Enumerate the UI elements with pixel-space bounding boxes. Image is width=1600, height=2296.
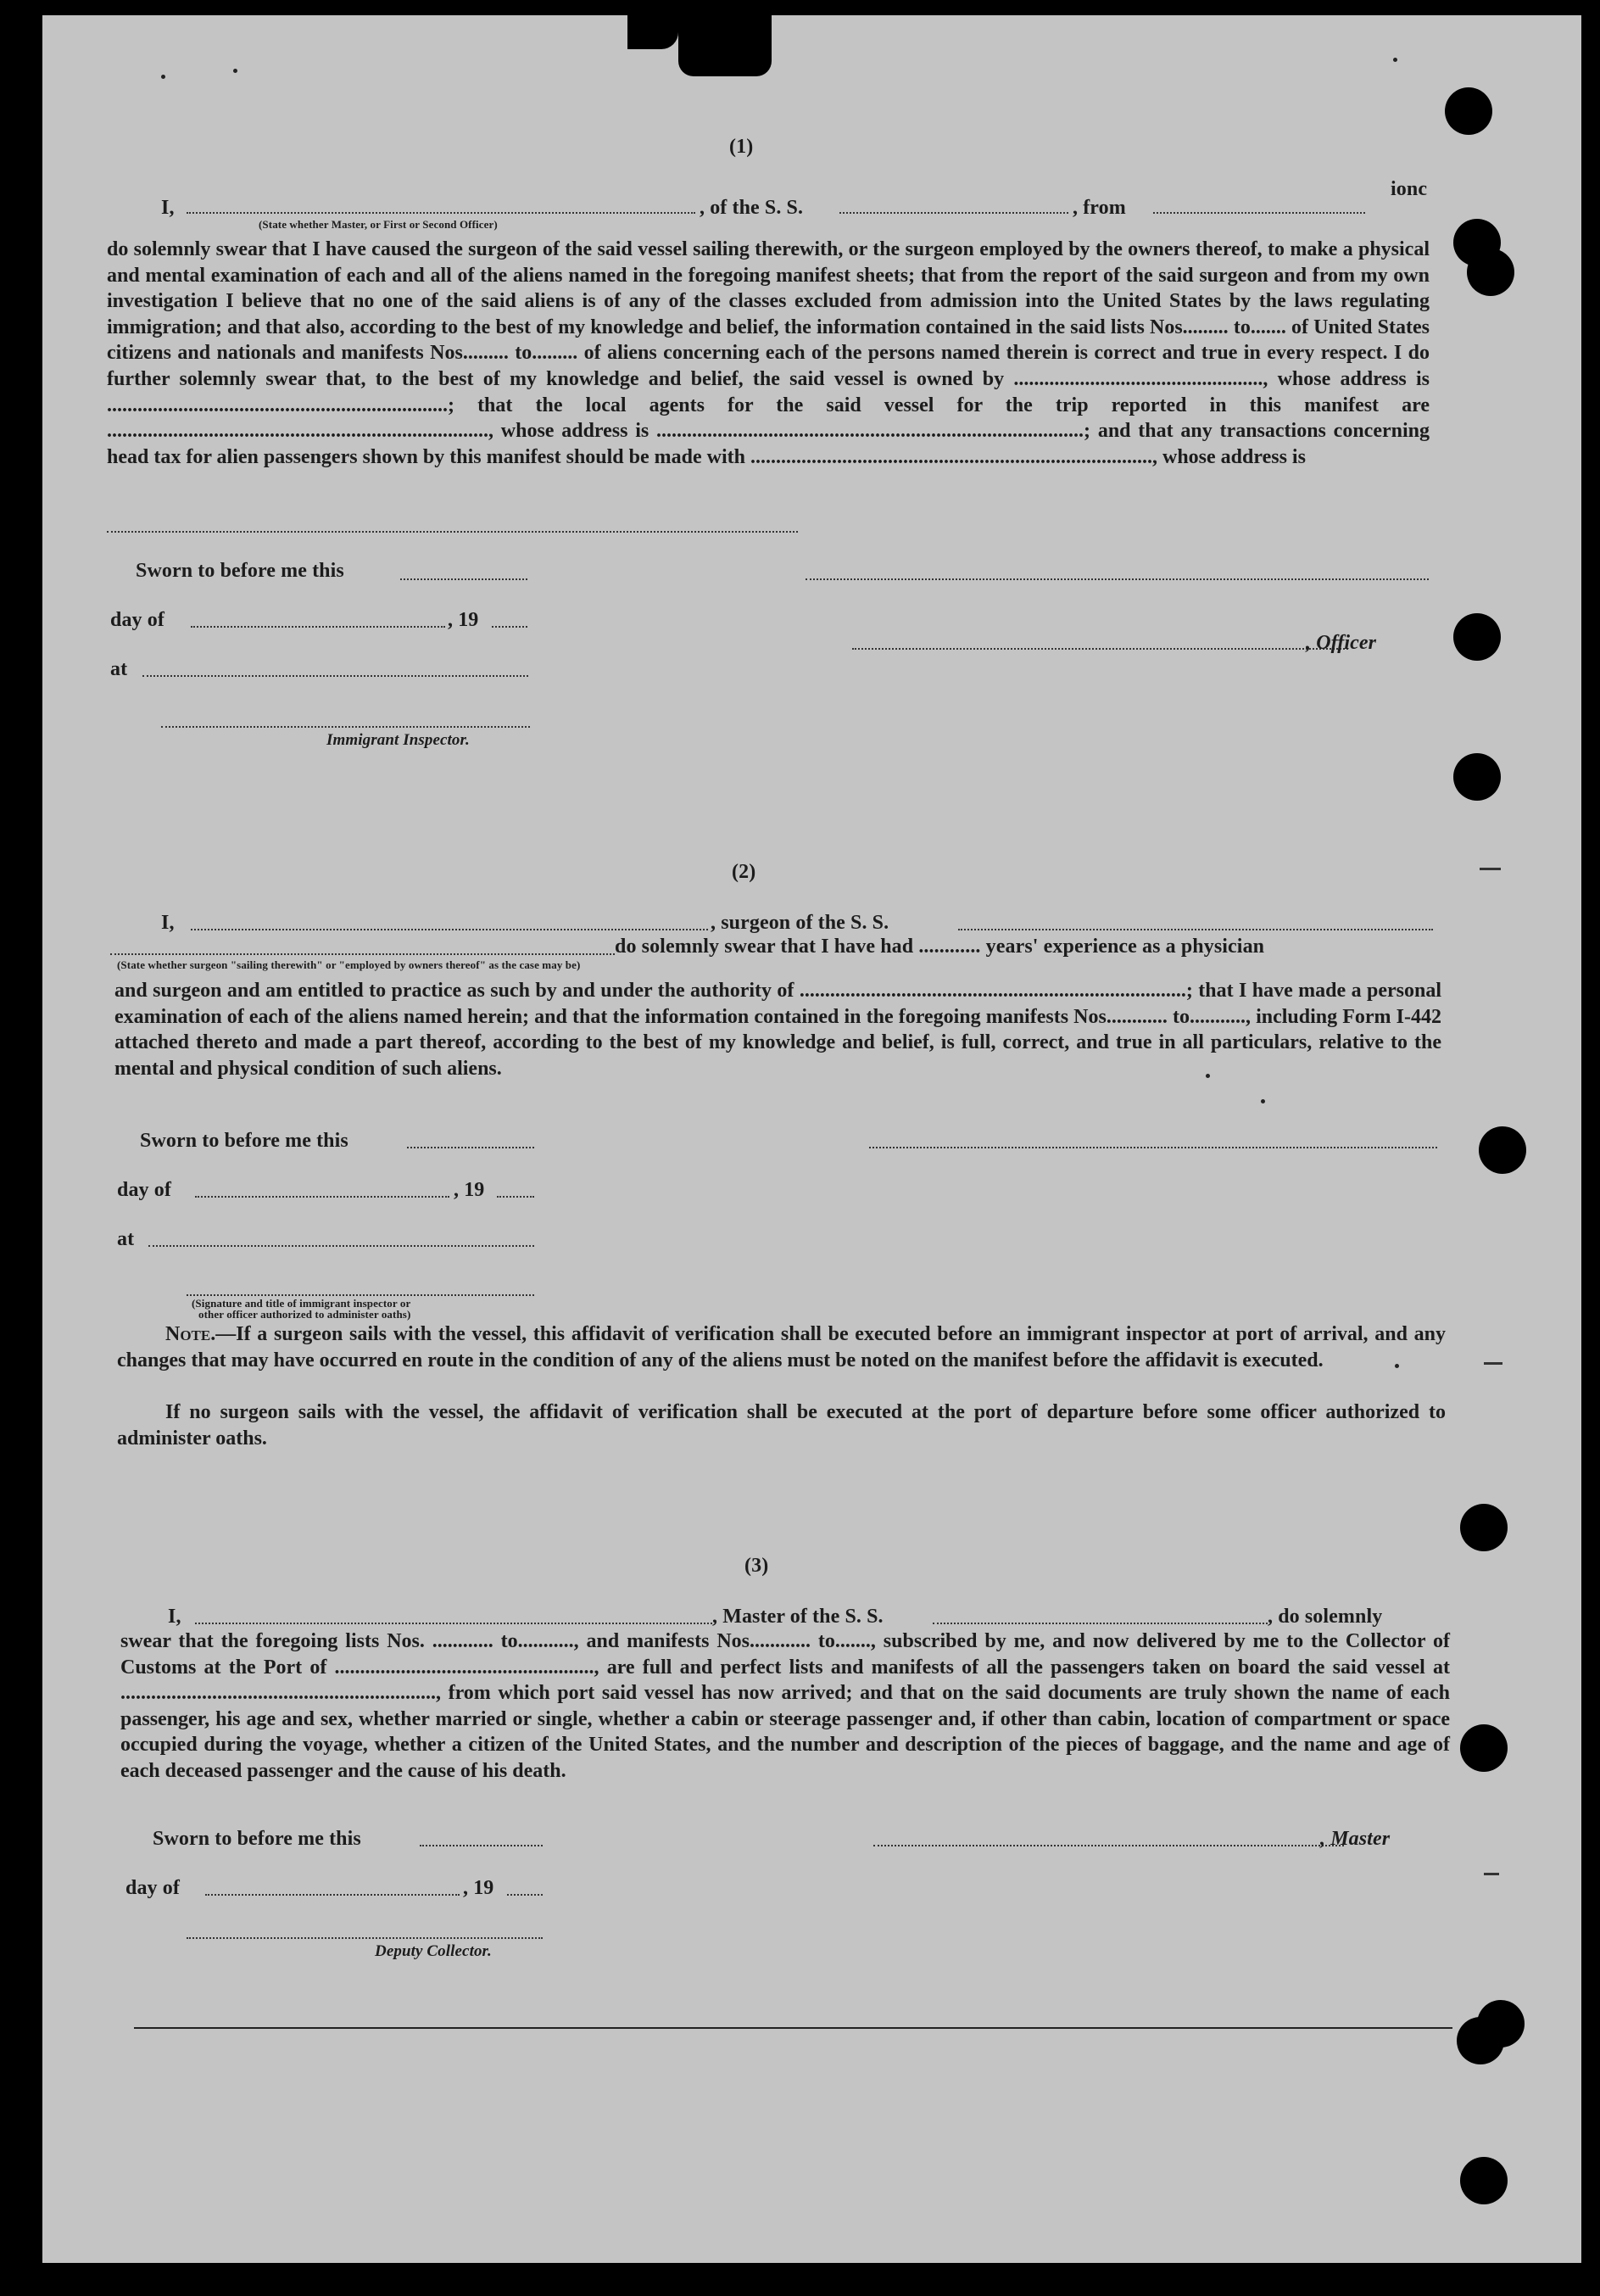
sec1-at: at [110,658,128,680]
punch-hole [1453,613,1501,661]
sec3-i: I, [168,1606,181,1628]
sec2-status-blank [110,953,615,955]
sec2-note-paragraph-2: If no surgeon sails with the vessel, the affidavit of verification shall be executed at the port of departure before some officer authorized to administer oaths. [117,1401,1446,1450]
sec1-name-blank [187,212,695,214]
sec1-officer-title-blank [852,648,1348,650]
sec1-sworn-blank [400,578,527,580]
sec1-body: do solemnly swear that I have caused the surgeon of the said vessel sailing therewith, or the surgeon employed by the owners thereof, to make a physical and mental examination of each and all of the aliens named in the foregoing manifest sheets; that from the report of the said surgeon and from my own investigation I believe that no one of the said aliens is of any of the classes excluded from admission into the United States by the laws regulating immigration; and that also, according to the best of my knowledge and belief, the information contained in the said lists Nos......... to....... of United States citizens and nationals and manifests Nos......... to......... of aliens concerning each of the persons named therein is correct and true in every respect. I do further solemnly swear that, to the best of my knowledge and belief, the said vessel is owned by ................................................., whose address is ...................................................................; that the local agents for the said vessel for the trip reported in this manifest are ..........................................................................., whose address is ....................................................................................; and that any transactions concerning head tax for alien passengers shown by this manifest should be made with ..............................................................................., whose address is [107,238,1430,468]
sec1-note: (State whether Master, or First or Second Officer) [259,218,498,231]
speck [1206,1074,1210,1078]
speck [1393,58,1397,62]
sec2-day-blank [195,1196,449,1198]
sec1-year: , 19 [448,609,479,631]
sec1-vessel-blank [839,212,1068,214]
sec2-at: at [117,1228,135,1250]
section-1-number: (1) [729,136,754,158]
sec2-body: and surgeon and am entitled to practice as such by and under the authority of ............................................................................; that I have made a personal examination of each of the aliens named herein; and that the information contained in the foregoing manifests Nos............ to..........., including Form I-442 attached thereto and made a part thereof, according to the best of my knowledge and belief, is full, correct, and true in all particulars, relative to the mental and physical condition of such aliens. [114,980,1441,1080]
sec2-year: , 19 [454,1179,485,1201]
sec3-line1-end: , do solemnly [1268,1606,1383,1628]
sec2-note: (State whether surgeon "sailing therewith" or "employed by owners thereof" as the case may be) [117,958,581,971]
sec3-master-sign-blank [873,1845,1344,1846]
note-label: Note. [165,1323,216,1345]
punch-hole [1467,249,1514,296]
sec3-vessel-blank [933,1623,1268,1624]
sec1-sworn: Sworn to before me this [136,560,344,582]
punch-hole [1453,753,1501,801]
margin-dash [1484,1362,1502,1365]
sec1-inspector: Immigrant Inspector. [326,731,470,749]
sec3-sworn: Sworn to before me this [153,1828,361,1850]
sec3-year-blank [507,1894,543,1896]
sec3-collector: Deputy Collector. [375,1942,492,1960]
sec3-sworn-blank [420,1845,543,1846]
top-tab-shadow [678,0,772,76]
sec3-year: , 19 [463,1877,494,1899]
sec2-sign-blank [869,1147,1437,1148]
sec1-day-of: day of [110,609,164,631]
bottom-rule [134,2027,1452,2029]
speck [1261,1099,1265,1103]
sec2-note-paragraph [117,1321,1446,1373]
sec3-name-blank [195,1623,712,1624]
speck [233,69,237,73]
sec1-agent-address-blank [107,531,798,533]
punch-hole [1477,2000,1525,2047]
sec1-from: , from [1073,197,1126,219]
sec1-i: I, [161,197,175,219]
sec3-body: swear that the foregoing lists Nos. ............ to..........., and manifests Nos............ to......., subscribed by me, and now delivered by me to the Collector of Customs at the Port of ..................................................., are full and perfect lists and manifests of all the passengers taken on board the said vessel at .............................................................., from which port said vessel has now arrived; and that on the said documents are truly shown the name of each passenger, his age and sex, whether married or single, whether a cabin or steerage passenger and, if other than cabin, location of compartment or space occupied during the voyage, whether a citizen of the United States, and the number and description of the pieces of baggage, and the name and age of each deceased passenger and the cause of his death. [120,1630,1450,1782]
sec1-at-blank [142,675,528,677]
sec1-of-ss: , of the S. S. [700,197,804,219]
section-3-number: (3) [744,1555,769,1577]
sec2-day-of: day of [117,1179,171,1201]
sec3-day-blank [205,1894,460,1896]
sec2-sig-note-2: other officer authorized to administer oaths) [198,1308,411,1321]
sec1-day-blank [191,626,445,628]
sec2-vessel-blank [958,929,1433,930]
sec3-master-label: , Master [1320,1828,1391,1850]
section-2-number: (2) [732,861,756,883]
sec3-day-of: day of [125,1877,180,1899]
sec2-sworn-blank [407,1147,534,1148]
document-page [42,15,1581,2263]
margin-dash [1484,1873,1499,1875]
punch-hole [1460,1504,1508,1551]
punch-hole [1445,87,1492,135]
top-tab-shadow [627,15,678,49]
speck [161,75,165,79]
speck [1395,1364,1399,1368]
note-text: —If a surgeon sails with the vessel, this affidavit of verification shall be executed before an immigrant inspector at port of arrival, and any changes that may have occurred en route in the condition of any of the aliens must be noted on the manifest before the affidavit is executed. [117,1323,1446,1371]
sec1-officer-sign-blank [806,578,1429,580]
sec3-master: , Master of the S. S. [712,1606,884,1628]
sec2-i: I, [161,912,175,934]
sec2-sig-note-1: (Signature and title of immigrant inspector or [192,1297,411,1310]
punch-hole [1460,2157,1508,2204]
top-right-fragment: ionc [1391,178,1428,200]
punch-hole [1479,1126,1526,1174]
sec1-year-blank [492,626,527,628]
sec2-sworn: Sworn to before me this [140,1130,348,1152]
sec1-from-blank [1153,212,1365,214]
margin-dash [1480,868,1501,870]
sec2-at-blank [148,1245,534,1247]
sec2-surgeon: , surgeon of the S. S. [711,912,889,934]
sec1-officer: , Officer [1306,632,1377,654]
sec2-year-blank [497,1196,534,1198]
sec2-name-blank [191,929,708,930]
punch-hole [1460,1724,1508,1772]
sec2-line2: do solemnly swear that I have had ............ years' experience as a physician [615,936,1265,958]
sec2-sig-blank [187,1294,534,1296]
